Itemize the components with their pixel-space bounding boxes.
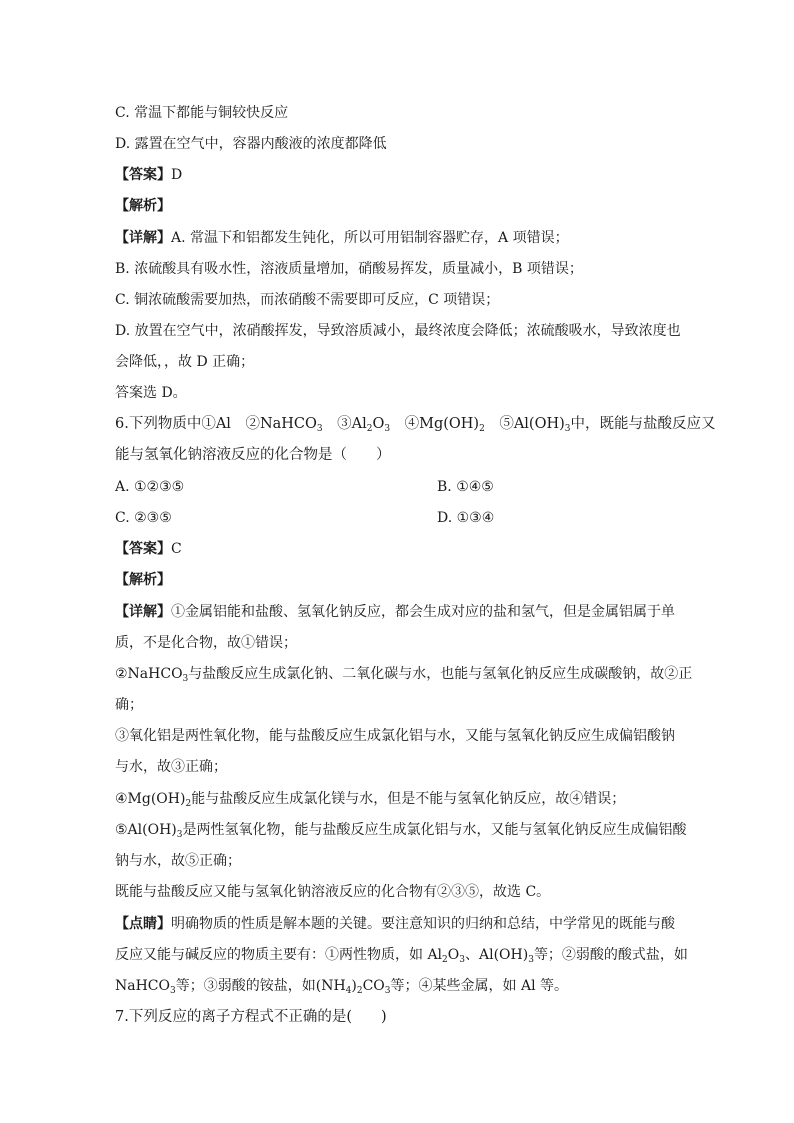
t: 是两性氢氧化物，能与盐酸反应生成氯化铝与水，又能与氢氧化钠反应生成偏铝酸 [182,822,687,838]
text: ③氧化铝是两性氧化物，能与盐酸反应生成氯化铝与水，又能与氢氧化钠反应生成偏铝酸钠 [115,728,675,744]
answer-value: C [171,541,182,557]
option-b: B. ①④⑤ [437,479,494,495]
detail-line-5-3 [115,290,681,310]
option-d-prev [115,134,681,154]
text: D. 露置在空气中，容器内酸液的浓度都降低 [115,136,387,152]
t: O [447,947,460,963]
t: 、Al(OH) [465,947,529,963]
t: 等；④某些金属，如 Al 等。 [390,978,569,994]
detail-line-6-6 [115,757,681,777]
analysis-tag-line-6 [115,570,681,590]
t: 3 [384,424,391,434]
options-row-2 [115,508,681,528]
t: 3 [316,424,323,434]
t: CO [362,978,385,994]
detail-line-6-10 [115,882,681,902]
text: D. 放置在空气中，浓硝酸挥发，导致溶质减小，最终浓度会降低；浓硫酸吸水，导致浓度也 [115,323,681,339]
answer-tag: 【答案】 [115,167,171,183]
t: 2 [366,424,373,434]
detail-line-6-7 [115,789,681,809]
detail-line-5-2 [115,259,681,279]
tip-line-2 [115,945,688,965]
t: 与盐酸反应生成氯化钠、二氧化碳与水，也能与氢氧化钠反应生成碳酸钠，故②正 [188,666,693,682]
text: 确； [115,697,143,713]
detail-tag: 【详解】 [115,604,171,620]
answer-line-6 [115,539,681,559]
t: ④Mg(OH) [115,791,186,807]
t: 3 [182,674,189,684]
question-6-line-2 [115,445,681,465]
t: 2 [479,424,485,434]
t: 能与盐酸反应生成氯化镁与水，但是不能与氢氧化钠反应，故④错误； [191,791,626,807]
tip-line-1 [115,914,681,934]
analysis-tag-line-5 [115,196,681,216]
text: C. 铜浓硫酸需要加热，而浓硝酸不需要即可反应，C 项错误； [115,292,500,308]
option-a: A. ①②③⑤ [115,479,185,495]
analysis-tag: 【解析】 [115,572,171,588]
text: 钠与水，故⑤正确； [115,853,241,869]
detail-line-6-9 [115,851,681,871]
text: 会降低，，故 D 正确； [115,354,255,370]
t: ②NaHCO [115,666,183,682]
detail-line-5-4 [115,321,681,341]
option-c: C. ②③⑤ [115,510,172,526]
t: 2 [185,799,192,809]
text: C. 常温下都能与铜较快反应 [115,105,289,121]
question-7 [115,1007,681,1027]
t: ④Mg(OH) [390,416,480,432]
t: NaHCO [115,978,170,994]
t: 反应又能与碱反应的物质主要有：①两性物质，如 Al [115,947,443,963]
t: 中，既能与盐酸反应又 [570,416,716,432]
t: 3 [384,986,391,996]
option-c-prev [115,103,681,123]
t: 3 [528,955,534,965]
analysis-tag: 【解析】 [115,198,171,214]
options-row-1 [115,477,681,497]
question-6-line-1 [115,414,716,434]
tip-tag: 【点睛】 [115,916,171,932]
answer-tag: 【答案】 [115,541,171,557]
text: 能与氢氧化钠溶液反应的化合物是（ ） [115,447,391,463]
answer-line-5 [115,165,681,185]
t: ) [351,978,357,994]
t: ⑤Al(OH) [115,822,177,838]
t: ⑤Al(OH) [484,416,565,432]
t: 3 [176,830,183,840]
detail-line-5-1 [115,228,681,248]
detail-line-5-5 [115,352,681,372]
detail-line-6-3 [115,664,693,684]
text: 7.下列反应的离子方程式不正确的是( ) [115,1009,387,1025]
answer-value: D [171,167,183,183]
t: 6.下列物质中①Al ②NaHCO [115,416,317,432]
text: 与水，故③正确； [115,759,227,775]
answer-choice-5 [115,383,681,403]
text: A. 常温下和铝都发生钝化，所以可用铝制容器贮存，A 项错误； [171,230,569,246]
tip-line-3 [115,976,681,996]
text: 答案选 D。 [115,385,187,401]
t: 3 [459,955,465,965]
detail-line-6-5 [115,726,681,746]
detail-line-6-8 [115,820,687,840]
text: B. 浓硫酸具有吸水性，溶液质量增加，硝酸易挥发，质量减小，B 项错误； [115,261,583,277]
t: 3 [170,986,176,996]
t: 等；③弱酸的铵盐，如(NH [175,978,346,994]
detail-line-6-2 [115,633,681,653]
text: 明确物质的性质是解本题的关键。要注意知识的归纳和总结，中学常见的既能与酸 [171,916,675,932]
t: 4 [345,986,352,996]
option-d: D. ①③④ [437,510,495,526]
detail-line-6-4 [115,695,681,715]
t: ③Al [322,416,367,432]
detail-tag: 【详解】 [115,230,171,246]
t: O [372,416,385,432]
text: 质，不是化合物，故①错误； [115,635,297,651]
text: ①金属铝能和盐酸、氢氧化钠反应，都会生成对应的盐和氢气，但是金属铝属于单 [171,604,675,620]
t: 等；②弱酸的酸式盐，如 [533,947,688,963]
t: 2 [356,986,363,996]
detail-line-6-1 [115,602,681,622]
t: 2 [442,955,448,965]
text: 既能与盐酸反应又能与氢氧化钠溶液反应的化合物有②③⑤，故选 C。 [115,884,551,900]
t: 3 [564,424,571,434]
